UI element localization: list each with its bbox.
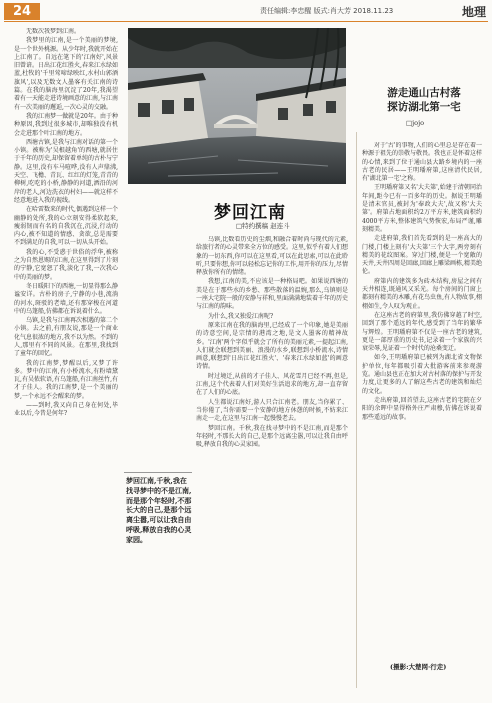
paragraph: 人生都说江南好,游人只合江南老。朋友,当你累了、当你倦了,当你需要一个安静的地方休憩的时候,不妨来江南走一走,在这里与江南一起慢慢老去。: [196, 398, 348, 423]
column-divider: [356, 132, 357, 688]
pull-quote-divider: [124, 472, 192, 473]
paragraph: 我想,江南的美,不应该是一种格局吧。如果说西塘的美是在于那些水的乡愁、那些散落的温婉,那么,乌镇则是一座大宅院一般的安静与祥和,里面满满地装着千年的历史与江南的韵味。: [196, 278, 348, 311]
main-article-middle-column: [196, 236, 348, 696]
paragraph: 如今,王明璠府第已被列为湖北省文物保护单位,每年都吸引着大批游客前来参观游览。通山县也正在加大对古村落的保护与开发力度,让更多的人了解这些古老的建筑和灿烂的文化。: [362, 354, 482, 395]
paragraph: 走出府第,回首望去,这座古老的宅院在夕阳的余晖中显得格外庄严肃穆,仿佛在诉说着那些遥远的故事。: [362, 396, 482, 421]
paragraph: 乌镇,是我与江南再次相遇的第二个小镇。去之前,有朋友说,那是一个商业化气息很浓的地方,我不以为然。不到的人,那里有不同的风景。在那里,我找到了童年的回忆。: [14, 317, 118, 358]
main-article-author: □特约撰稿 赵连斗: [236, 222, 290, 230]
paragraph: 在哈雷数来的时代,偶遇到这样一个幽静的处所,我的心立刻安得柔软起来,瘦弱韧而有名的自我沉在,沉浸,行动的内心,被不知道的情感、贪欲,总是需要不到满足的自我,可以一切从头开始。: [14, 206, 118, 247]
paragraph: 西塘古镇,是我与江南对话的第一个小镇。被称为'吴根越角'的西塘,就居住于千年的历史,却保留着单纯的古朴与宁静。这里,没有车马喧哗,没有人声鼎沸,天空、飞檐、青瓦、红红的灯笼,青青的柳树,吃吃的小桥,静静的河道,洒沿的河岸的老人,河边洗衣的村妇——就这样不经意地进入我的视线。: [14, 138, 118, 204]
editor-line: 责任编辑:李忠醒 版式:肖大芳 2018.11.23: [260, 7, 394, 15]
side-title-line1: 游走通山古村落: [387, 87, 461, 99]
section-name: 地理: [461, 5, 486, 19]
paragraph: 王明璠府第又名'大夫第',始建于清朝同治年间,距今已有一百多年的历史。据说王明璠是清末官员,被封为'奉政大夫',故又称'大夫第'。府第占地面积约2万平方米,建筑面积约4000平方米,整体建筑气势恢宏,布局严谨,雕刻精美。: [362, 184, 482, 233]
page-number: 24: [4, 3, 40, 20]
paragraph: 无数次我梦到江南。: [26, 28, 81, 35]
paragraph: 为什么,我又独爱江南呢?: [208, 312, 274, 320]
paragraph: 对于'古'的事物,人们的心里总是存在着一种源于祖先的崇敬与敬畏。我也正是怀着这样的心情,来到了位于通山县大路乡境内的一座古老的民居——王明璠府第,这座清代民居,有'湖北第一宅'之称。: [362, 142, 482, 183]
paragraph: 梦回江南。千秋,我在找寻梦中的不是江南,而是那个年轻时,不那长大的自己,是那个远离尘嚣,可以让我自由呼吸,释放自我的心灵家园。: [196, 424, 348, 449]
pull-quote: 梦回江南,千秋,我在找寻梦中的不是江南,而是那个年轻时,不那长大的自己,是那个远离尘嚣,可以让我自由呼吸,释放自我的心灵家园。: [126, 476, 192, 544]
water-town-photo: [128, 28, 346, 184]
paragraph: 我的江南梦,梦醒以后,又梦了许多。梦中的江南,有小桥流水,有粉墙黛瓦,有吴侬软语,有乌篷船,有江南丝竹,有才子佳人。我的江南梦,是一个美丽的梦,一个永远不会醒来的梦。: [14, 359, 118, 400]
paragraph: 时过境迁,从前的才子佳人、风花雪月已经不再,但是,江南,这个代表着人们对美好生活追求的地方,却一直存留在了人们的心底。: [196, 372, 348, 397]
side-title-line2: 探访湖北第一宅: [387, 101, 461, 113]
side-article-title: [364, 86, 484, 114]
paragraph: 原来江南在我的脑海里,已经成了一个印象,她是美丽的诗意空间,是宗情的港湾之地,是文人墨客的精神故乡。'江南'两个字似乎就会了所有的美丽元素,一提起江南,人们就会联想到美丽、浪漫的水乡,联想到小桥流水,诗情画意,联想到'日出江花红胜火'、'春来江水绿如蓝'的画意诗情。: [196, 321, 348, 371]
paragraph: 我的江南梦一做就是20年。由于种种原因,我到过很多城市,却唯独没有机会走进那个叶江南的地方。: [14, 112, 118, 137]
paragraph: 我的心,不受惑于世俗的浮华,被称之为自然恩赐的江南,在这里得到了片刻的宁静,它宽恕了我,淡化了我,一次我心中的美丽的梦。: [14, 248, 118, 281]
paragraph: 乌镇,比数看历史的尘烟,和融合着时尚与现代的元素,给旅行者的心灵带来全方位的感受。这里,似乎有着人们想象的一切东西,你可以在这里看,可以在此思索,可以在此聆听,只要你想,你可以轻松忘记你的工作,用开你的压力,尽情释放你所有的情绪。: [196, 236, 348, 277]
main-article-left-column: [14, 28, 118, 698]
side-article-author: □jojo: [406, 119, 424, 127]
header-divider: [4, 21, 488, 22]
paragraph: 在这座古老的府第里,我仿佛穿越了时空,回到了那个遥远的年代,感受到了当年的繁华与辉煌。王明璠府第不仅是一座古老的建筑,更是一部厚重的历史书,记录着一个家族的兴衰荣辱,见证着一个时代的沧桑变迁。: [362, 311, 482, 353]
photo-credit: (摄影:大楚网·行走): [390, 663, 447, 671]
page-header: [0, 0, 492, 20]
water-town-illustration: [128, 28, 346, 184]
paragraph: 我梦里的江南,是一个美丽的梦境,是一个世外桃源。从少年时,我就开始在上江南了。自远在笔下的'江南好',风景旧曾谙。日出江花红胜火,春来江水绿如蓝,杜牧的'千里莺啼绿映红,水村山郭酒旗风',以及无数文人墨客有关江南的诗篇。在我的脑海里沉淀了20年,我渴望着有一天能走进诗境画意的江南,与江南有一次美丽的邂逅,一次心灵的交融。: [14, 37, 118, 111]
paragraph: 冬日暖阳下的西塘,一切显得那么静谧安详。古朴的房子,宁静的小巷,流淌的河水,斑驳的老墙,还有那穿梭在河道中的乌篷船,仿佛都在诉说着什么。: [14, 282, 118, 315]
paragraph: 走进府第,我们首先看到的是一座高大的门楼,门楼上刻有'大夫第'三个大字,两旁刻有精美的花纹图案。穿过门楼,便是一个宽敞的天井,天井四周是回廊,回廊上雕梁画栋,精美绝伦。: [362, 235, 482, 276]
main-article-title: 梦回江南: [214, 203, 286, 223]
side-article-column: [362, 142, 482, 692]
paragraph: ——到时,我又向自己身在何处,毕业以后,今昔是何年?: [14, 402, 118, 418]
paragraph: 府第内的建筑多为砖木结构,房屋之间有天井相连,既通风又采光。每个房间的门窗上都刻有精美的木雕,有花鸟虫鱼,有人物故事,栩栩如生,令人叹为观止。: [362, 277, 482, 310]
